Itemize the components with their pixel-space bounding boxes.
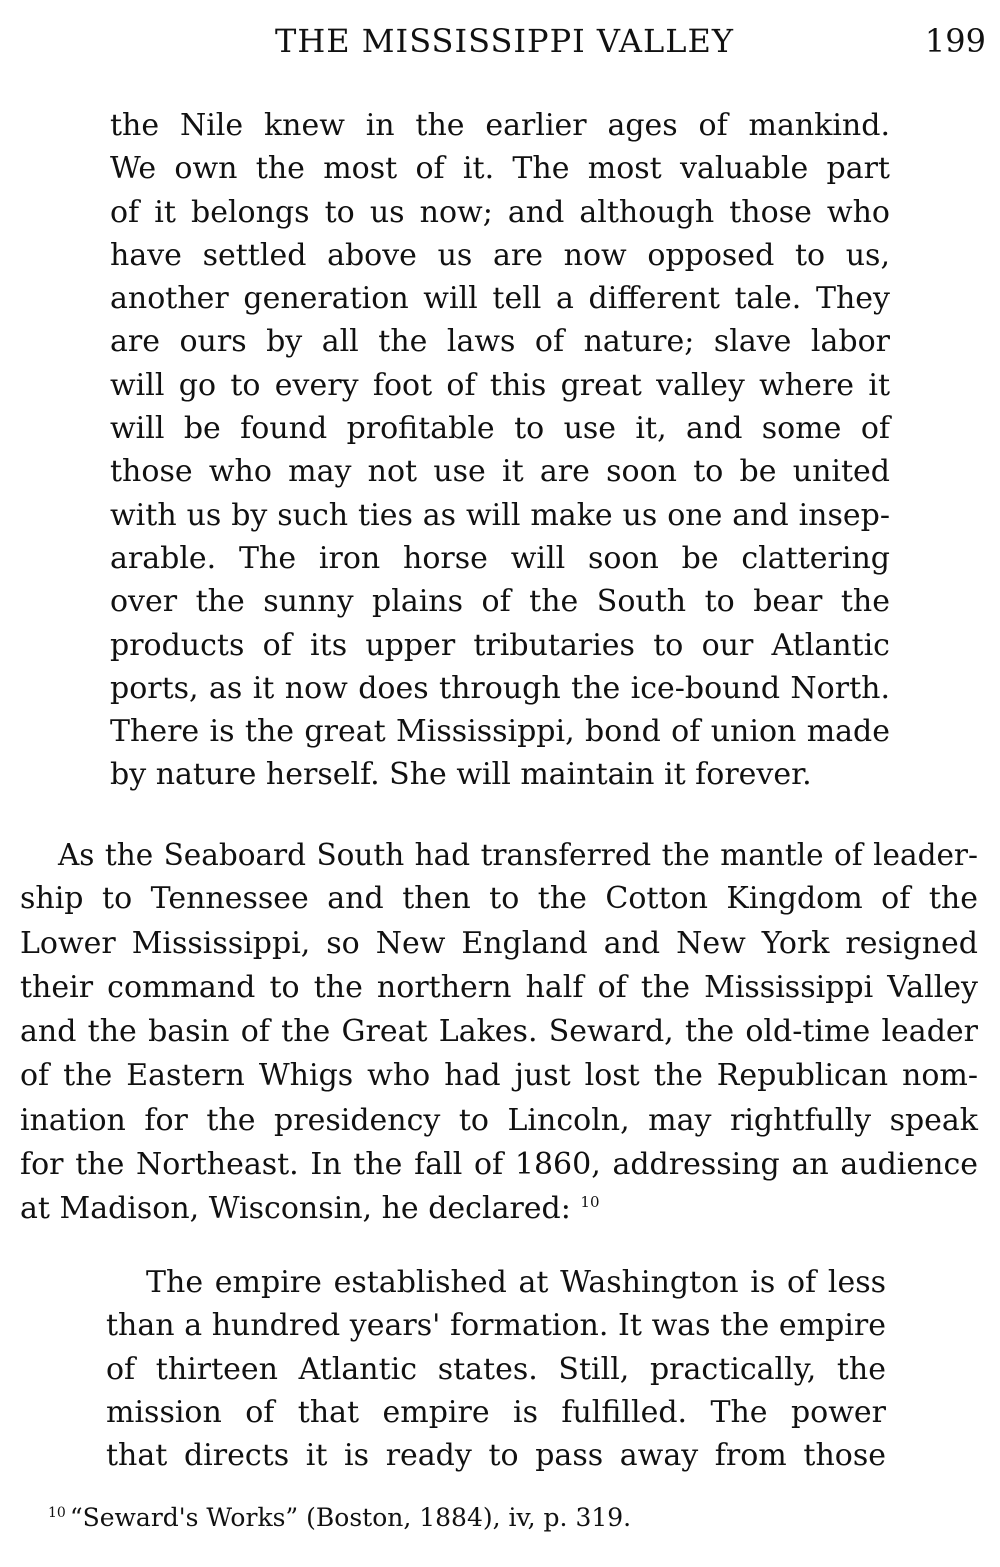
quote-line: than a hundred years' formation. It was the empire: [106, 1308, 886, 1344]
page-number: 199: [924, 22, 986, 60]
body-line: their command to the northern half of the Mississippi Valley: [20, 969, 978, 1005]
quote-line: that directs it is ready to pass away from those: [106, 1438, 886, 1474]
body-line-last: [20, 1187, 978, 1231]
body-line: of the Eastern Whigs who had just lost the Republican nom-: [20, 1058, 978, 1094]
body-line: Lower Mississippi, so New England and New York resigned: [20, 925, 978, 961]
body-line: and the basin of the Great Lakes. Seward, the old-time leader: [20, 1014, 978, 1050]
quote-line: the Nile knew in the earlier ages of mankind.: [110, 108, 890, 143]
running-head: THE MISSISSIPPI VALLEY: [275, 22, 734, 60]
quote-line: by nature herself. She will maintain it forever.: [110, 757, 812, 793]
quote-line: of it belongs to us now; and although those who: [110, 194, 890, 230]
footnote: [48, 1503, 631, 1532]
quote-line: We own the most of it. The most valuable part: [110, 151, 890, 187]
quote-line: will go to every foot of this great valley where it: [110, 367, 890, 403]
body-line-text: at Madison, Wisconsin, he declared:: [20, 1191, 571, 1227]
quote-line: are ours by all the laws of nature; slave labor: [110, 324, 890, 360]
body-paragraph: [20, 833, 978, 1232]
footnote-mark: 10: [48, 1504, 66, 1521]
block-quote-2: [106, 1261, 886, 1477]
quote-line: with us by such ties as will make us one and insep-: [110, 497, 890, 533]
quote-line: of thirteen Atlantic states. Still, practically, the: [106, 1351, 886, 1387]
footnote-text: “Seward's Works” (Boston, 1884), iv, p. 319.: [69, 1503, 632, 1532]
quote-line: will be found profitable to use it, and some of: [110, 411, 890, 447]
quote-line: those who may not use it are soon to be united: [110, 454, 890, 490]
quote-line: another generation will tell a different tale. They: [110, 281, 890, 317]
block-quote-1: [110, 104, 890, 797]
footnote-reference: 10: [580, 1193, 600, 1212]
quote-line: mission of that empire is fulfilled. The power: [106, 1394, 886, 1430]
quote-line: The empire established at Washington is of less: [146, 1265, 886, 1300]
page-header: [0, 22, 1000, 66]
quote-line: have settled above us are now opposed to us,: [110, 237, 890, 273]
body-line: ination for the presidency to Lincoln, may rightfully speak: [20, 1102, 978, 1138]
quote-line: arable. The iron horse will soon be clattering: [110, 540, 890, 576]
quote-line: ports, as it now does through the ice-bound North.: [110, 670, 890, 706]
quote-line: There is the great Mississippi, bond of union made: [110, 714, 890, 750]
quote-line: products of its upper tributaries to our Atlantic: [110, 627, 890, 663]
quote-line: over the sunny plains of the South to bear the: [110, 584, 890, 620]
body-line: As the Seaboard South had transferred the mantle of leader-: [58, 838, 978, 872]
body-line: for the Northeast. In the fall of 1860, addressing an audience: [20, 1147, 978, 1183]
body-line: ship to Tennessee and then to the Cotton Kingdom of the: [20, 881, 978, 917]
